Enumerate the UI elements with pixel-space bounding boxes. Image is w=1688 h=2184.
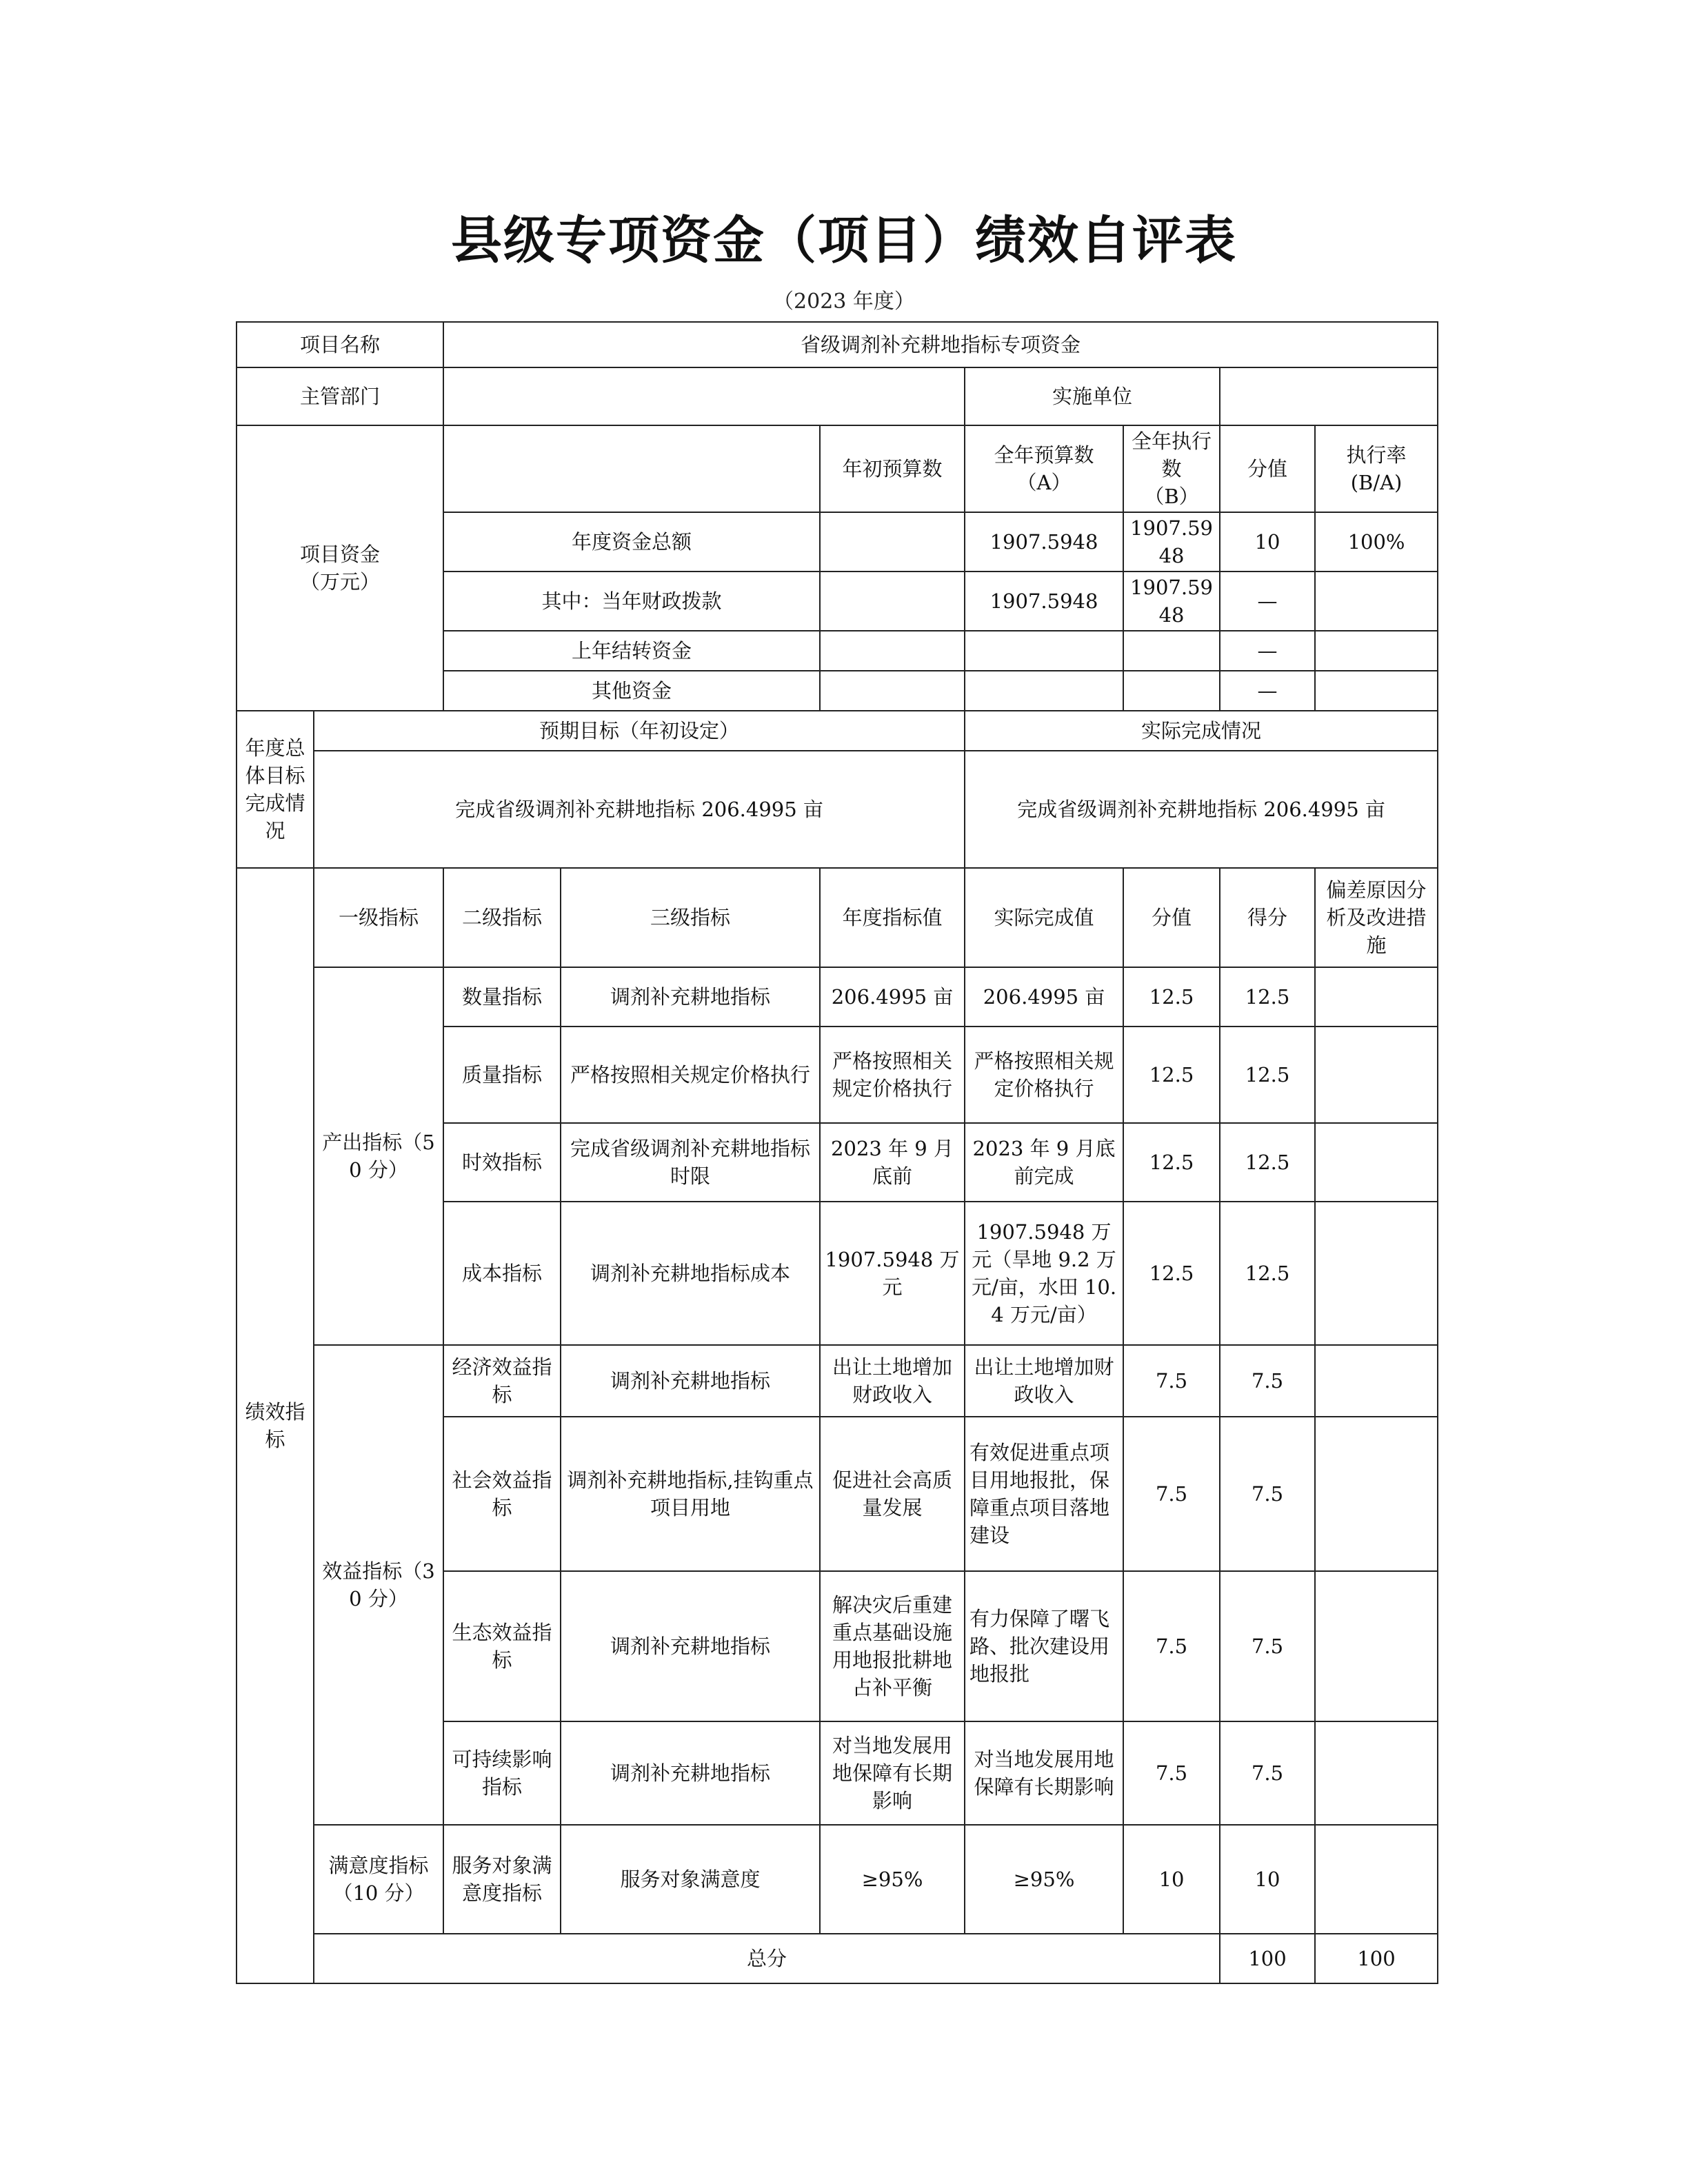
target-cell: ≥95%	[820, 1825, 965, 1934]
level1-header: 一级指标	[314, 868, 443, 967]
indicator-row	[237, 967, 1438, 1027]
deviation-cell	[1315, 967, 1438, 1027]
actual-cell: 有效促进重点项目用地报批，保障重点项目落地建设	[965, 1417, 1123, 1571]
total-value: 100	[1220, 1934, 1315, 1983]
level2-cell: 经济效益指标	[443, 1345, 561, 1417]
expected-goal-text: 完成省级调剂补充耕地指标 206.4995 亩	[314, 751, 965, 868]
value-cell: 12.5	[1123, 967, 1220, 1027]
score-cell: 10	[1220, 1825, 1315, 1934]
project-name-row	[237, 322, 1438, 367]
target-value-header: 年度指标值	[820, 868, 965, 967]
year-subtitle: （2023 年度）	[773, 290, 915, 314]
funds-cell: 10	[1220, 512, 1315, 572]
funds-cell	[965, 631, 1123, 671]
indicator-group-benefit: 效益指标（30 分）	[314, 1345, 443, 1825]
target-cell: 1907.5948 万元	[820, 1202, 965, 1345]
funds-cell	[965, 671, 1123, 711]
score-cell: 12.5	[1220, 1123, 1315, 1202]
initial-budget-header: 年初预算数	[820, 425, 965, 512]
project-name-label: 项目名称	[237, 322, 443, 367]
level3-cell: 调剂补充耕地指标,挂钩重点项目用地	[561, 1417, 820, 1571]
indicator-group-output: 产出指标（50 分）	[314, 967, 443, 1345]
overall-content-row	[237, 751, 1438, 868]
funds-cell	[1123, 631, 1220, 671]
indicator-row	[237, 1345, 1438, 1417]
deviation-cell	[1315, 1825, 1438, 1934]
funds-cell	[820, 671, 965, 711]
indicator-group-satisfaction: 满意度指标（10 分）	[314, 1825, 443, 1934]
deviation-header: 偏差原因分析及改进措施	[1315, 868, 1438, 967]
indicator-value-header: 分值	[1123, 868, 1220, 967]
level2-cell: 时效指标	[443, 1123, 561, 1202]
score-cell: 12.5	[1220, 1202, 1315, 1345]
value-cell: 12.5	[1123, 1027, 1220, 1123]
actual-completion-header: 实际完成情况	[965, 711, 1438, 751]
target-cell: 出让土地增加财政收入	[820, 1345, 965, 1417]
funds-cell	[820, 572, 965, 631]
actual-value-header: 实际完成值	[965, 868, 1123, 967]
funds-cell: 1907.5948	[965, 572, 1123, 631]
actual-cell: 206.4995 亩	[965, 967, 1123, 1027]
level3-header: 三级指标	[561, 868, 820, 967]
execution-header: 全年执行数 （B）	[1123, 425, 1220, 512]
funds-cell	[1315, 671, 1438, 711]
actual-cell: ≥95%	[965, 1825, 1123, 1934]
value-cell: 10	[1123, 1825, 1220, 1934]
level3-cell: 调剂补充耕地指标	[561, 1571, 820, 1721]
level2-cell: 可持续影响指标	[443, 1721, 561, 1825]
implementing-unit-label: 实施单位	[965, 367, 1220, 425]
department-row	[237, 367, 1438, 425]
actual-cell: 有力保障了曙飞路、批次建设用地报批	[965, 1571, 1123, 1721]
overall-header-row	[237, 711, 1438, 751]
deviation-cell	[1315, 1571, 1438, 1721]
funds-cell	[820, 512, 965, 572]
level2-cell: 生态效益指标	[443, 1571, 561, 1721]
score-cell: 7.5	[1220, 1345, 1315, 1417]
actual-cell: 出让土地增加财政收入	[965, 1345, 1123, 1417]
target-cell: 促进社会高质量发展	[820, 1417, 965, 1571]
target-cell: 对当地发展用地保障有长期影响	[820, 1721, 965, 1825]
indicator-row	[237, 1825, 1438, 1934]
deviation-cell	[1315, 1202, 1438, 1345]
funds-row-label: 上年结转资金	[443, 631, 820, 671]
level2-cell: 服务对象满意度指标	[443, 1825, 561, 1934]
total-score: 100	[1315, 1934, 1438, 1983]
level3-cell: 严格按照相关规定价格执行	[561, 1027, 820, 1123]
indicator-score-header: 得分	[1220, 868, 1315, 967]
deviation-cell	[1315, 1721, 1438, 1825]
actual-cell: 2023 年 9 月底前完成	[965, 1123, 1123, 1202]
score-cell: 12.5	[1220, 967, 1315, 1027]
funds-cell: —	[1220, 671, 1315, 711]
deviation-cell	[1315, 1417, 1438, 1571]
funds-header-blank	[443, 425, 820, 512]
funds-label: 项目资金 （万元）	[237, 425, 443, 711]
deviation-cell	[1315, 1027, 1438, 1123]
level3-cell: 调剂补充耕地指标	[561, 1721, 820, 1825]
score-cell: 7.5	[1220, 1721, 1315, 1825]
funds-header-row	[237, 425, 1438, 512]
funds-row-label: 其他资金	[443, 671, 820, 711]
self-evaluation-table	[236, 321, 1438, 1984]
target-cell: 严格按照相关规定价格执行	[820, 1027, 965, 1123]
target-cell: 解决灾后重建重点基础设施用地报批耕地占补平衡	[820, 1571, 965, 1721]
funds-cell: —	[1220, 631, 1315, 671]
page-title: 县级专项资金（项目）绩效自评表	[451, 211, 1237, 270]
expected-goal-header: 预期目标（年初设定）	[314, 711, 965, 751]
implementing-unit-value	[1220, 367, 1438, 425]
level2-cell: 数量指标	[443, 967, 561, 1027]
value-cell: 7.5	[1123, 1345, 1220, 1417]
value-cell: 7.5	[1123, 1571, 1220, 1721]
level3-cell: 调剂补充耕地指标	[561, 967, 820, 1027]
funds-cell	[1315, 572, 1438, 631]
actual-cell: 1907.5948 万元（旱地 9.2 万元/亩，水田 10.4 万元/亩）	[965, 1202, 1123, 1345]
actual-cell: 严格按照相关规定价格执行	[965, 1027, 1123, 1123]
overall-goal-label: 年度总体目标完成情况	[237, 711, 314, 868]
level2-header: 二级指标	[443, 868, 561, 967]
indicator-header-row	[237, 868, 1438, 967]
level3-cell: 调剂补充耕地指标成本	[561, 1202, 820, 1345]
target-cell: 2023 年 9 月底前	[820, 1123, 965, 1202]
score-cell: 7.5	[1220, 1571, 1315, 1721]
score-cell: 7.5	[1220, 1417, 1315, 1571]
level2-cell: 成本指标	[443, 1202, 561, 1345]
funds-row-label: 年度资金总额	[443, 512, 820, 572]
funds-cell: —	[1220, 572, 1315, 631]
performance-indicator-label: 绩效指标	[237, 868, 314, 1983]
value-cell: 12.5	[1123, 1123, 1220, 1202]
funds-cell	[1123, 671, 1220, 711]
funds-cell: 100%	[1315, 512, 1438, 572]
score-value-header: 分值	[1220, 425, 1315, 512]
project-name-value: 省级调剂补充耕地指标专项资金	[443, 322, 1438, 367]
funds-cell: 1907.5948	[965, 512, 1123, 572]
department-label: 主管部门	[237, 367, 443, 425]
funds-cell	[1315, 631, 1438, 671]
deviation-cell	[1315, 1345, 1438, 1417]
level3-cell: 调剂补充耕地指标	[561, 1345, 820, 1417]
funds-cell: 1907.5948	[1123, 572, 1220, 631]
level3-cell: 服务对象满意度	[561, 1825, 820, 1934]
funds-row-label: 其中：当年财政拨款	[443, 572, 820, 631]
level2-cell: 社会效益指标	[443, 1417, 561, 1571]
department-value	[443, 367, 965, 425]
deviation-cell	[1315, 1123, 1438, 1202]
funds-cell: 1907.5948	[1123, 512, 1220, 572]
value-cell: 7.5	[1123, 1721, 1220, 1825]
target-cell: 206.4995 亩	[820, 967, 965, 1027]
actual-completion-text: 完成省级调剂补充耕地指标 206.4995 亩	[965, 751, 1438, 868]
actual-cell: 对当地发展用地保障有长期影响	[965, 1721, 1123, 1825]
value-cell: 12.5	[1123, 1202, 1220, 1345]
total-row	[237, 1934, 1438, 1983]
full-budget-header: 全年预算数 （A）	[965, 425, 1123, 512]
value-cell: 7.5	[1123, 1417, 1220, 1571]
execution-rate-header: 执行率 (B/A)	[1315, 425, 1438, 512]
total-label: 总分	[314, 1934, 1220, 1983]
score-cell: 12.5	[1220, 1027, 1315, 1123]
funds-cell	[820, 631, 965, 671]
level2-cell: 质量指标	[443, 1027, 561, 1123]
level3-cell: 完成省级调剂补充耕地指标时限	[561, 1123, 820, 1202]
